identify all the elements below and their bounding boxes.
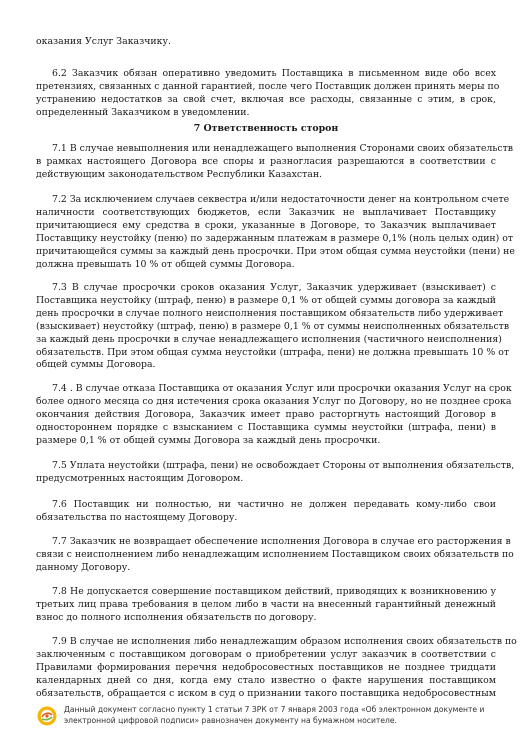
paragraph-7-2 xyxy=(36,194,515,271)
paragraph-7-4 xyxy=(36,383,512,448)
text-line: 7.2 За исключением случаев секвестра и/или недостаточности денег на контрольном счете xyxy=(52,194,510,205)
footer-line: Данный документ согласно пункту 1 статьи 7 ЗРК от 7 января 2003 года «Об электронном документе и xyxy=(64,705,485,714)
text-line: оказания Услуг Заказчику. xyxy=(36,36,171,47)
text-line: Поставщика неустойку (штраф, пеню) в размере 0,1 % от общей суммы договора за каждый xyxy=(36,294,496,306)
paragraph-7-7 xyxy=(36,536,514,575)
text-line: 7.7 Заказчик не возвращает обеспечение исполнения Договора в случае его расторжения в xyxy=(52,536,511,547)
paragraph-7-5 xyxy=(36,460,515,486)
text-line: 7.5 Уплата неустойки (штрафа, пени) не освобождает Стороны от выполнения обязательств, xyxy=(52,460,515,471)
text-line: заключенным с поставщиком договорам о приобретении услуг заказчик в соответствии с xyxy=(36,648,496,660)
text-line: причитающиеся ему средства в сроки, указанные в Договоре, то Заказчик выплачивает xyxy=(36,219,496,231)
text-line: определенный Заказчиком в уведомлении. xyxy=(36,106,250,118)
footer xyxy=(36,702,506,730)
text-line: 7.4 . В случае отказа Поставщика от оказания Услуг или просрочки оказания Услуг на срок xyxy=(52,383,512,394)
text-line: окончания действия Договора, Заказчик имеет право расторгнуть настоящий Договор в xyxy=(36,408,496,420)
text-line: связи с неисполнением либо ненадлежащим исполнением Поставщиком своих обязательств по xyxy=(36,548,514,560)
footer-text xyxy=(64,704,484,726)
text-line: календарных дней со дня, когда ему стало известно о факте нарушения поставщиком xyxy=(36,674,496,686)
text-line: действующим законодательством Республики Казахстан. xyxy=(36,168,323,180)
text-line: взнос до полного исполнения обязательств по договору. xyxy=(36,611,317,623)
paragraph-continuation xyxy=(36,36,496,49)
paragraph-7-3 xyxy=(36,282,510,372)
text-line: 7.3 В случае просрочки сроков оказания Услуг, Заказчик удерживает (взыскивает) с xyxy=(52,282,496,293)
paragraph-7-1 xyxy=(36,143,514,182)
text-line: 7.9 В случае не исполнения либо ненадлежащим образом исполнения своих обязательств по xyxy=(52,636,517,647)
text-line: размере 0,1 % от общей суммы Договора за каждый день просрочки. xyxy=(36,434,381,446)
text-line: Поставщику неустойку (пеню) по задержанным платежам в размере 0,1% (ноль целых один) от xyxy=(36,232,514,244)
text-line: 7.8 Не допускается совершение поставщиком действий, приводящих к возникновению у xyxy=(52,586,496,597)
text-line: день просрочки в случае полного неисполнения поставщиком обязательств либо удерживает xyxy=(36,307,504,319)
paragraph-7-8 xyxy=(36,586,496,625)
text-line: третьих лиц права требования в целом либо в части на внесенный гарантийный денежный xyxy=(36,598,496,610)
text-line: обязательств. При этом общая сумма неустойки (штрафа, пени) не должна превышать 10 % от xyxy=(36,346,509,358)
text-line: в рамках настоящего Договора все споры и разногласия разрешаются в соответствии с xyxy=(36,155,496,167)
text-line: Правилами формирования перечня недобросовестных поставщиков не позднее тридцати xyxy=(36,661,496,673)
text-line: 7.6 Поставщик ни полностью, ни частично не должен передавать кому-либо свои xyxy=(52,499,496,510)
text-line: причитающейся суммы за каждый день просрочки. При этом общая сумма неустойки (пени) не xyxy=(36,245,515,257)
text-line: претензиях, связанных с данной гарантией, после чего Поставщик должен принять меры по xyxy=(36,80,500,92)
section-heading: 7 Ответственность сторон xyxy=(193,123,339,134)
e-document-seal-icon xyxy=(36,705,58,727)
text-line: обязательств, обращается с иском в суд о признании такого поставщика недобросовестным xyxy=(36,687,496,699)
text-line: наличности соответствующих бюджетов, если Заказчик не выплачивает Поставщику xyxy=(36,206,496,218)
text-line: 7.1 В случае невыполнения или ненадлежащего выполнения Сторонами своих обязательств xyxy=(52,143,514,154)
text-line: обязательства по настоящему Договору. xyxy=(36,511,238,523)
paragraph-7-6 xyxy=(36,499,496,525)
text-line: (взыскивает) неустойку (штраф, пеню) в размере 0,1 % от суммы неисполненных обязательств xyxy=(36,320,510,332)
text-line: за каждый день просрочки в случае ненадлежащего исполнения (частичного неисполнения) xyxy=(36,333,502,345)
text-line: предусмотренных настоящим Договором. xyxy=(36,472,244,484)
text-line: устранению недостатков за свой счет, включая все расходы, связанные с этим, в срок, xyxy=(36,93,496,105)
footer-line: электронной цифровой подписи» равнозначен документу на бумажном носителе. xyxy=(64,716,397,725)
text-line: должна превышать 10 % от общей суммы Договора. xyxy=(36,258,295,270)
paragraph-7-9 xyxy=(36,636,517,701)
text-line: данному Договору. xyxy=(36,561,131,573)
text-line: общей суммы Договора. xyxy=(36,359,156,371)
paragraph-6-2 xyxy=(36,68,500,120)
text-line: более одного месяца со дня истечения срока оказания Услуг по Договору, но не позднее срока xyxy=(36,395,512,407)
text-line: одностороннем порядке с взысканием с Поставщика суммы неустойки (штрафа, пени) в xyxy=(36,421,496,433)
text-line: 6.2 Заказчик обязан оперативно уведомить Поставщика в письменном виде обо всех xyxy=(52,68,496,79)
